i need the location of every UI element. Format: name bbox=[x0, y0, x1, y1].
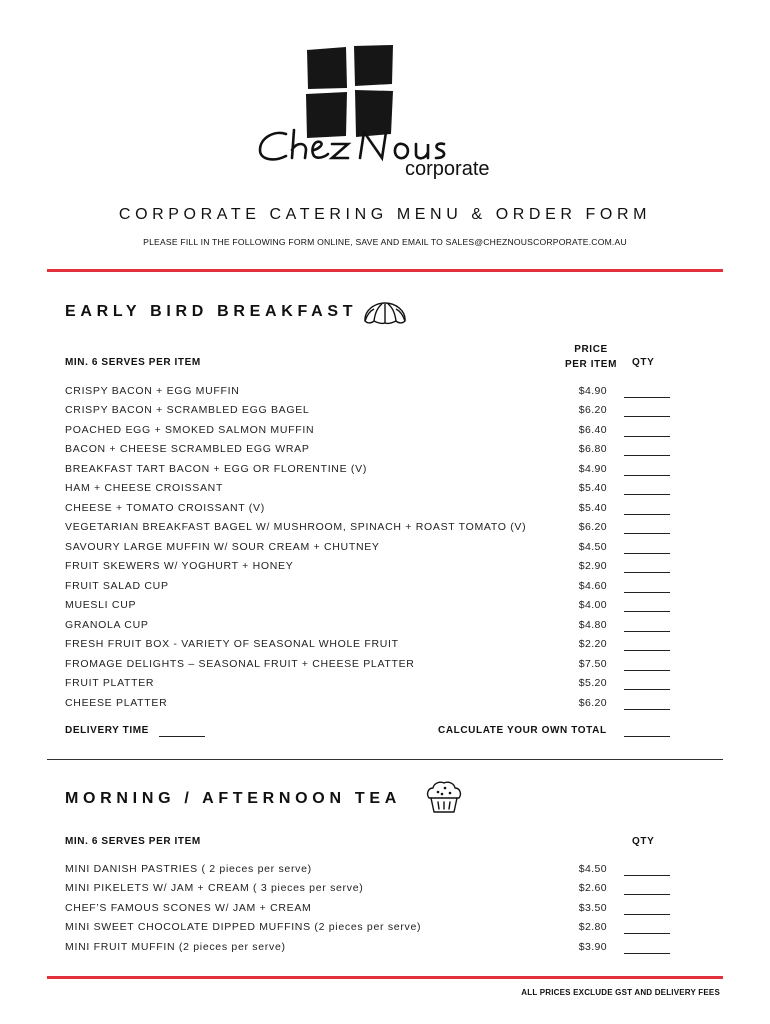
menu-item-price: $2.20 bbox=[578, 638, 607, 650]
menu-item-name: FROMAGE DELIGHTS – SEASONAL FRUIT + CHEESE PLATTER bbox=[65, 658, 415, 670]
menu-item-price: $4.00 bbox=[578, 599, 607, 611]
qty-input[interactable] bbox=[624, 572, 670, 573]
menu-item-name: POACHED EGG + SMOKED SALMON MUFFIN bbox=[65, 424, 315, 436]
price-header-line2: PER ITEM bbox=[564, 359, 618, 370]
logo-subtext: corporate bbox=[405, 158, 490, 180]
menu-item-name: MINI FRUIT MUFFIN (2 pieces per serve) bbox=[65, 941, 286, 953]
menu-item-name: FRUIT PLATTER bbox=[65, 677, 155, 689]
menu-item-name: FRUIT SALAD CUP bbox=[65, 580, 169, 592]
menu-item-name: FRUIT SKEWERS W/ YOGHURT + HONEY bbox=[65, 560, 294, 572]
qty-input[interactable] bbox=[624, 494, 670, 495]
qty-input[interactable] bbox=[624, 670, 670, 671]
menu-item-price: $4.50 bbox=[578, 863, 607, 875]
menu-item-name: CHEF’S FAMOUS SCONES W/ JAM + CREAM bbox=[65, 902, 312, 914]
menu-item-name: MINI PIKELETS W/ JAM + CREAM ( 3 pieces per serve) bbox=[65, 882, 364, 894]
qty-input[interactable] bbox=[624, 592, 670, 593]
serves-label: MIN. 6 SERVES PER ITEM bbox=[65, 836, 201, 847]
menu-item-price: $6.20 bbox=[578, 404, 607, 416]
menu-item-price: $6.20 bbox=[578, 521, 607, 533]
divider-red bbox=[47, 269, 723, 272]
qty-input[interactable] bbox=[624, 533, 670, 534]
serves-label: MIN. 6 SERVES PER ITEM bbox=[65, 357, 201, 368]
menu-item-name: CRISPY BACON + EGG MUFFIN bbox=[65, 385, 240, 397]
qty-input[interactable] bbox=[624, 650, 670, 651]
menu-item-price: $3.50 bbox=[578, 902, 607, 914]
qty-column-header: QTY bbox=[632, 836, 655, 847]
menu-item-price: $5.20 bbox=[578, 677, 607, 689]
menu-item-name: SAVOURY LARGE MUFFIN W/ SOUR CREAM + CHUTNEY bbox=[65, 541, 380, 553]
qty-input[interactable] bbox=[624, 914, 670, 915]
qty-input[interactable] bbox=[624, 475, 670, 476]
total-input[interactable] bbox=[624, 736, 670, 737]
menu-item-price: $6.80 bbox=[578, 443, 607, 455]
qty-input[interactable] bbox=[624, 709, 670, 710]
menu-item-price: $4.50 bbox=[578, 541, 607, 553]
menu-item-price: $6.20 bbox=[578, 697, 607, 709]
delivery-time-input[interactable] bbox=[159, 736, 205, 737]
divider-red bbox=[47, 976, 723, 979]
qty-input[interactable] bbox=[624, 933, 670, 934]
qty-input[interactable] bbox=[624, 553, 670, 554]
menu-item-name: FRESH FRUIT BOX - VARIETY OF SEASONAL WHOLE FRUIT bbox=[65, 638, 399, 650]
menu-item-price: $2.80 bbox=[578, 921, 607, 933]
qty-input[interactable] bbox=[624, 611, 670, 612]
page-subtitle: PLEASE FILL IN THE FOLLOWING FORM ONLINE, SAVE AND EMAIL TO SALES@CHEZNOUSCORPORATE.COM.AU bbox=[143, 237, 627, 247]
qty-input[interactable] bbox=[624, 416, 670, 417]
menu-item-price: $2.90 bbox=[578, 560, 607, 572]
qty-column-header: QTY bbox=[632, 357, 655, 368]
qty-input[interactable] bbox=[624, 894, 670, 895]
menu-item-name: CRISPY BACON + SCRAMBLED EGG BAGEL bbox=[65, 404, 310, 416]
total-label: CALCULATE YOUR OWN TOTAL bbox=[438, 725, 607, 736]
qty-input[interactable] bbox=[624, 436, 670, 437]
menu-item-price: $4.80 bbox=[578, 619, 607, 631]
menu-item-price: $4.60 bbox=[578, 580, 607, 592]
prices-note: ALL PRICES EXCLUDE GST AND DELIVERY FEES bbox=[521, 988, 720, 997]
menu-item-price: $5.40 bbox=[578, 482, 607, 494]
qty-input[interactable] bbox=[624, 514, 670, 515]
menu-item-name: BREAKFAST TART BACON + EGG OR FLORENTINE (V) bbox=[65, 463, 368, 475]
logo-squares bbox=[305, 44, 395, 140]
menu-item-name: MINI SWEET CHOCOLATE DIPPED MUFFINS (2 pieces per serve) bbox=[65, 921, 422, 933]
menu-item-price: $4.90 bbox=[578, 385, 607, 397]
menu-item-name: CHEESE PLATTER bbox=[65, 697, 168, 709]
menu-item-name: CHEESE + TOMATO CROISSANT (V) bbox=[65, 502, 265, 514]
menu-item-price: $6.40 bbox=[578, 424, 607, 436]
section-title-tea: MORNING / AFTERNOON TEA bbox=[65, 790, 401, 807]
divider-black bbox=[47, 759, 723, 760]
qty-input[interactable] bbox=[624, 455, 670, 456]
muffin-icon bbox=[424, 780, 470, 816]
price-header-line1: PRICE bbox=[574, 344, 608, 355]
menu-item-price: $5.40 bbox=[578, 502, 607, 514]
menu-item-name: GRANOLA CUP bbox=[65, 619, 149, 631]
menu-item-price: $2.60 bbox=[578, 882, 607, 894]
section-title-breakfast: EARLY BIRD BREAKFAST bbox=[65, 303, 358, 320]
menu-item-name: HAM + CHEESE CROISSANT bbox=[65, 482, 224, 494]
menu-item-name: MUESLI CUP bbox=[65, 599, 137, 611]
menu-item-name: BACON + CHEESE SCRAMBLED EGG WRAP bbox=[65, 443, 310, 455]
menu-item-name: VEGETARIAN BREAKFAST BAGEL W/ MUSHROOM, SPINACH + ROAST TOMATO (V) bbox=[65, 521, 527, 533]
menu-item-price: $3.90 bbox=[578, 941, 607, 953]
qty-input[interactable] bbox=[624, 397, 670, 398]
croissant-icon bbox=[362, 297, 408, 333]
qty-input[interactable] bbox=[624, 689, 670, 690]
page-title: CORPORATE CATERING MENU & ORDER FORM bbox=[118, 206, 652, 223]
price-column-header bbox=[556, 342, 626, 372]
qty-input[interactable] bbox=[624, 875, 670, 876]
menu-item-name: MINI DANISH PASTRIES ( 2 pieces per serve) bbox=[65, 863, 312, 875]
qty-input[interactable] bbox=[624, 631, 670, 632]
delivery-time-label: DELIVERY TIME bbox=[65, 725, 149, 736]
menu-item-price: $7.50 bbox=[578, 658, 607, 670]
menu-item-price: $4.90 bbox=[578, 463, 607, 475]
qty-input[interactable] bbox=[624, 953, 670, 954]
